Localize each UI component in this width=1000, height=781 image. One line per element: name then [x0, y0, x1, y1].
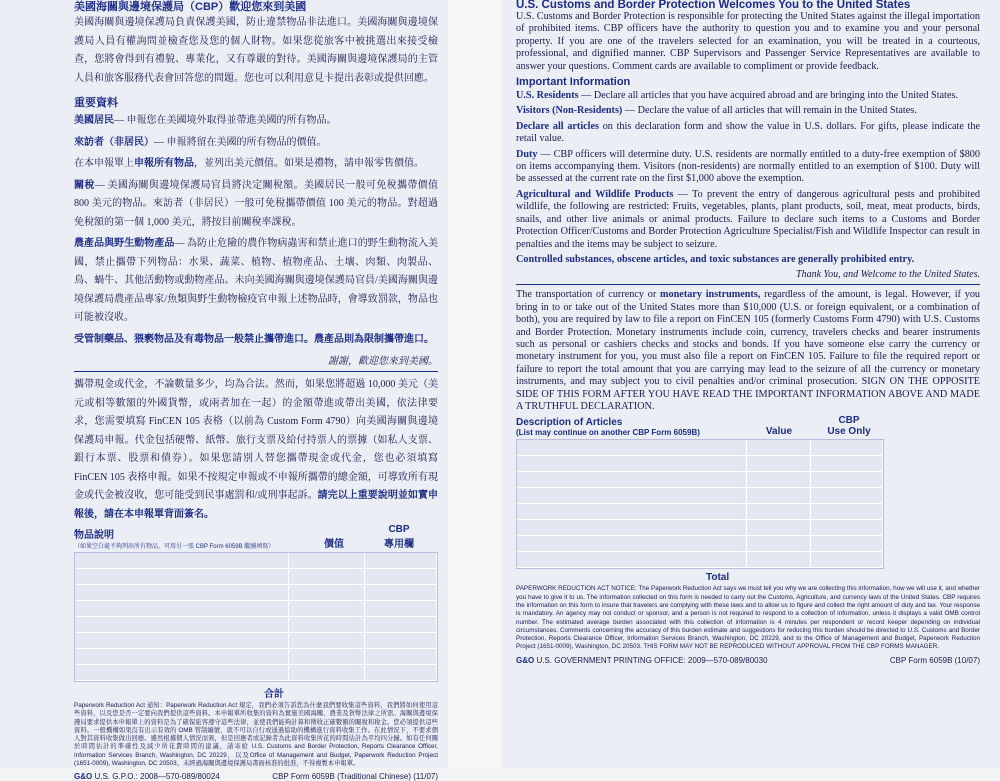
visitors-text: — Declare the value of all articles that will remain in the United States.	[624, 105, 917, 117]
col-cbp-label-1: CBP	[388, 524, 410, 535]
col-value-header: 價值	[324, 539, 344, 550]
section-divider	[74, 371, 438, 372]
col-description-label: Description of Articles	[516, 417, 623, 429]
important-heading: Important Information	[516, 76, 631, 89]
declare-paragraph	[74, 155, 438, 174]
article-cbp-use-cell[interactable]	[811, 472, 883, 488]
article-cbp-use-cell[interactable]	[811, 504, 883, 520]
article-value-cell[interactable]	[289, 553, 365, 569]
col-cbp-label-2: Use Only	[827, 426, 871, 438]
chinese-form-page	[0, 0, 448, 781]
form-number: CBP Form 6059B (10/07)	[889, 655, 980, 665]
controlled-paragraph: 受管制藥品、猥褻物品及有毒物品一般禁止攜帶進口。農產品則為限制攜帶進口。	[74, 333, 434, 345]
page-footer	[74, 772, 438, 781]
articles-table-header	[74, 524, 438, 550]
col-cbp-header	[814, 415, 884, 437]
article-value-cell[interactable]	[289, 585, 365, 601]
article-value-cell[interactable]	[289, 601, 365, 617]
currency-post: regardless of the amount, is legal. However, if you bring in to or take out of the United States more than $10,000 (U.S. or foreign equivalent, or a combination of both), you are required by law to file a report on FinCEN 105 (formerly Customs Form 4790) with U.S. Customs and Border Protection. Monetary instruments include coin, currency, travelers checks and bearer instruments such as personal or cashiers checks and stocks and bonds. If you have someone else carry the currency or monetary instrument for you, you must also file a report on FinCEN 105. Failure to file the required report or failure to report the total amount that you are carrying may lead to the seizure of all the currency or monetary instruments, and may subject you to civil penalties and/or criminal prosecution.	[516, 289, 981, 388]
declare-post: ，並列出美元價值。如果是禮物，請申報零售價值。	[194, 158, 424, 169]
english-form-page	[502, 0, 1000, 768]
agri-paragraph	[74, 235, 438, 328]
articles-table[interactable]	[516, 439, 884, 569]
duty-text: — 美國海關與邊境保護局官員將決定關稅額。美國居民一般可免稅攜帶價值 800 美元的物品。來訪者（非居民）一般可免稅攜帶價值 100 美元的物品。對超過免稅額的第一個 1,000 美元，將按目前關稅率課稅。	[74, 179, 439, 228]
col-description-label: 物品說明	[74, 530, 114, 541]
gpo-text: U.S. G.P.O.: 2008—570-089/80024	[94, 772, 220, 781]
gpo-text: U.S. GOVERNMENT PRINTING OFFICE: 2009—570-089/80030	[536, 655, 768, 665]
article-value-cell[interactable]	[747, 456, 811, 472]
col-description-sub: （如果空白處不夠列出所有物品，可用另一張 CBP Form 6059B 繼續填寫）	[74, 544, 275, 550]
page-title: U.S. Customs and Border Protection Welcomes You to the United States	[516, 0, 911, 11]
declare-text: on this declaration form and show the value in U.S. dollars. For gifts, please indicate the retail value.	[516, 120, 980, 145]
declare-paragraph	[516, 121, 980, 146]
article-description-cell[interactable]	[75, 585, 289, 601]
article-value-cell[interactable]	[747, 504, 811, 520]
currency-paragraph	[74, 376, 438, 524]
visitors-label: Visitors (Non-Residents)	[516, 105, 623, 117]
article-value-cell[interactable]	[747, 488, 811, 504]
duty-label: Duty	[516, 148, 538, 160]
col-cbp-label-2: 專用欄	[384, 539, 414, 550]
intro-paragraph: U.S. Customs and Border Protection is responsible for protecting the United States against the illegal importation of prohibited items. CBP officers have the authority to question you and to examine you and your personal property. If you are one of the travelers selected for an examination, you will be treated in a courteous, professional, and dignified manner. CBP Supervisors and Passenger Service Representatives are available to answer your questions. Comment cards are available to compliment or provide feedback.	[516, 11, 980, 72]
agri-label: 農產品與野生動物產品	[74, 238, 175, 249]
residents-paragraph	[516, 90, 980, 102]
agri-text: — 為防止危險的農作物病蟲害和禁止進口的野生動物流入美國，禁止攜帶下列物品：水果、蔬菜、植物、植物產品、土壤、肉類、肉製品、鳥、蝸牛、其他活動物或動物產品。未向美國海關與邊境保護局官員/美國海關與邊境保護局農產品專家/魚類與野生動物檢疫官申報上述物品時，會導致罰款，物品也可能被沒收。	[74, 238, 439, 323]
declare-label: Declare all articles	[516, 120, 599, 132]
declare-pre: 在本申報單上	[74, 158, 134, 169]
duty-paragraph	[516, 149, 980, 186]
article-value-cell[interactable]	[289, 569, 365, 585]
gpo-footer	[74, 772, 220, 781]
currency-text: 攜帶現金或代金，不論數量多少，均為合法。然而，如果您將超過 10,000 美元（美元或相等數額的外國貨幣，或兩者加在一起）的金額帶進或帶出美國，依法律要求，您需要填寫 FinCEN 105 表格（以前為 Custom Form 4790）向美國海關與邊境保護局申報。代金包括硬幣、紙幣、旅行支票及給付持票人的票據（如私人支票、銀行本票、股票和債券）。如果您請別人替您攜帶現金或代金，您也必須填寫 FinCEN 105 表格申報。如果不按規定申報或不申報所攜帶的總金額，可導致所有現金或代金被沒收，您可能受到民事處罰和/或刑事起訴。	[74, 379, 438, 501]
col-description-sub: (List may continue on another CBP Form 6059B)	[516, 428, 700, 438]
article-cbp-use-cell[interactable]	[365, 617, 437, 633]
duty-label: 關稅	[74, 179, 95, 191]
thanks-line: 謝謝，歡迎您來到美國。	[328, 356, 438, 367]
intro-paragraph: 美國海關與邊境保護局負責保護美國，防止違禁物品非法進口。美國海關與邊境保護局人員有權詢問並檢查您及您的個人財物。如果您從旅客中被挑選出來接受檢查，您將會得到有禮貌、專業化，又有尊嚴的對待。美國海關與邊境保護局的主管人員和旅客服務代表會回答您的問題。您也可以利用意見卡提出表彰或提供回應。	[74, 17, 438, 84]
page-title: 美國海關與邊境保護局（CBP）歡迎您來到美國	[74, 1, 307, 13]
article-description-cell[interactable]	[517, 520, 747, 536]
duty-paragraph	[74, 177, 438, 233]
paperwork-notice: Paperwork Reduction Act 通知：Paperwork Reduction Act 規定，我們必須告訴您為什麼我們要收集這些資料，我們將如何使用這些資料，以及您是否一定要向我們提供這些資料。本申報單所收集的資料為實施美國海關、農業及貨幣法律之所需。海關與邊境保護局要求提供本申報單上的資料是為了確保旅客遵守這些法律，並使我們能夠計算和徵收正確數額的關稅和稅金。您必須提供這些資料。一般機構如果沒有出示有效的 OMB 管制編號，就不可以自行或通過協助的機構進行資料收集工作。在此情況下，不要求個人對其資料收集做出回應。雖然根據個人情況而異，但是回應者或記錄者為此資料收集所花的時間估計為平均四分鐘。如有任何關於時間估計的準確性及減少所花費時間的建議，請寄給 U.S. Customs and Border Protection, Reports Clearance Officer, Information Services Branch, Washington, DC 20229，以及Office of Management and Budget, Paperwork Reduction Project (1651-0009), Washington, DC 20503。未經過海關與邊境保護局書面核准的批准，不得複製本申報單。	[74, 702, 438, 768]
article-value-cell[interactable]	[289, 617, 365, 633]
article-cbp-use-cell[interactable]	[365, 585, 437, 601]
article-description-cell[interactable]	[75, 649, 289, 665]
article-description-cell[interactable]	[75, 665, 289, 681]
currency-pre: The transportation of currency or	[516, 289, 657, 301]
controlled-paragraph: Controlled substances, obscene articles, and toxic substances are generally prohibited entry.	[516, 253, 915, 265]
duty-text: — CBP officers will determine duty. U.S. residents are normally entitled to a duty-free exemption of $800 on items accompanying them. Visitors (non-residents) are normally entitled to an exemption of $100. Duty will be assessed at the current rate on the first $1,000 above the exemption.	[516, 148, 980, 185]
article-description-cell[interactable]	[75, 601, 289, 617]
sign-instruction: SIGN ON THE OPPOSITE SIDE OF THIS FORM AFTER YOU HAVE READ THE IMPORTANT INFORMATION ABOVE AND MADE A TRUTHFUL DECLARATION.	[516, 376, 981, 412]
article-description-cell[interactable]	[75, 633, 289, 649]
article-value-cell[interactable]	[747, 520, 811, 536]
gpo-mark: G&O	[516, 655, 535, 665]
agri-paragraph	[516, 189, 980, 251]
article-description-cell[interactable]	[517, 488, 747, 504]
section-divider	[516, 284, 980, 285]
article-value-cell[interactable]	[289, 665, 365, 681]
currency-paragraph	[516, 289, 980, 413]
article-description-cell[interactable]	[75, 569, 289, 585]
article-cbp-use-cell[interactable]	[365, 569, 437, 585]
article-cbp-use-cell[interactable]	[365, 665, 437, 681]
col-cbp-label-1: CBP	[838, 415, 860, 427]
article-value-cell[interactable]	[747, 440, 811, 456]
currency-bold: 請完以上重要說明並如實申報後，請在本申報單背面簽名。	[74, 490, 438, 520]
gpo-footer	[516, 656, 768, 665]
article-value-cell[interactable]	[747, 472, 811, 488]
visitors-paragraph	[74, 134, 438, 153]
residents-label: U.S. Residents	[516, 90, 579, 102]
article-cbp-use-cell[interactable]	[811, 536, 883, 552]
article-value-cell[interactable]	[289, 649, 365, 665]
article-description-cell[interactable]	[75, 553, 289, 569]
important-heading: 重要資料	[74, 97, 118, 109]
residents-label: 美國居民	[74, 115, 114, 126]
article-description-cell[interactable]	[517, 504, 747, 520]
article-cbp-use-cell[interactable]	[365, 601, 437, 617]
article-description-cell[interactable]	[517, 440, 747, 456]
residents-text: — Declare all articles that you have acquired abroad and are bringing into the United States.	[581, 90, 958, 102]
residents-text: — 申報您在美國境外取得並帶進美國的所有物品。	[114, 115, 337, 126]
article-cbp-use-cell[interactable]	[811, 520, 883, 536]
article-cbp-use-cell[interactable]	[811, 552, 883, 568]
col-description-header	[74, 526, 304, 550]
article-cbp-use-cell[interactable]	[811, 440, 883, 456]
currency-bold: monetary instruments,	[660, 289, 761, 301]
articles-table-header	[516, 415, 980, 437]
article-value-cell[interactable]	[289, 633, 365, 649]
article-cbp-use-cell[interactable]	[365, 553, 437, 569]
col-cbp-header	[364, 524, 434, 550]
article-description-cell[interactable]	[517, 456, 747, 472]
article-value-cell[interactable]	[747, 552, 811, 568]
visitors-paragraph	[516, 105, 980, 117]
declare-label: 申報所有物品	[134, 158, 194, 169]
article-cbp-use-cell[interactable]	[811, 456, 883, 472]
page-gap	[448, 0, 502, 768]
articles-table[interactable]	[74, 552, 438, 682]
total-label: 合計	[264, 689, 284, 700]
visitors-label: 來訪者（非居民）	[74, 136, 154, 148]
gpo-mark: G&O	[74, 772, 93, 781]
article-description-cell[interactable]	[75, 617, 289, 633]
form-number: CBP Form 6059B (Traditional Chinese) (11/07)	[272, 772, 438, 781]
agri-label: Agricultural and Wildlife Products	[516, 188, 674, 200]
agri-text: — To prevent the entry of dangerous agricultural pests and prohibited wildlife, the following are restricted: Fruits, vegetables, plants, plant products, soil, meat, meat products, birds, snails, and other live animals or animal products. Failure to declare such items to a Customs and Border Protection Officer/Customs and Border Protection Agriculture Specialist/Fish and Wildlife Inspector can result in penalties and the items may be subject to seizure.	[516, 188, 980, 250]
col-description-header	[516, 417, 744, 437]
article-cbp-use-cell[interactable]	[365, 649, 437, 665]
article-description-cell[interactable]	[517, 536, 747, 552]
paperwork-notice: PAPERWORK REDUCTION ACT NOTICE: The Paperwork Reduction Act says we must tell you why we are collecting this information, how we will use it, and whether you have to give it to us. The information collected on this form is needed to carry out the Customs, Agriculture, and currency laws of the United States. CBP requires the information on this form to insure that travelers are complying with these laws and to allow us to figure and collect the right amount of duty and tax. Your response is mandatory. An agency may not conduct or sponsor, and a person is not required to respond to a collection of information, unless it displays a valid OMB control number. The estimated average burden associated with this collection of information is 4 minutes per respondent or record keeper depending on individual circumstances. Comments concerning the accuracy of this burden estimate and suggestions for reducing this burden should be directed to U.S. Customs and Border Protection, Reports Clearance Officer, Information Services Branch, Washington, DC 20229, and to the Office of Management and Budget, Paperwork Reduction Project (1651-0009), Washington, DC 20503. THIS FORM MAY NOT BE REPRODUCED WITHOUT APPROVAL FROM THE CBP FORMS MANAGER.	[516, 585, 980, 651]
thanks-line: Thank You, and Welcome to the United States.	[796, 269, 980, 281]
article-value-cell[interactable]	[747, 536, 811, 552]
article-cbp-use-cell[interactable]	[365, 633, 437, 649]
residents-paragraph	[74, 112, 438, 131]
article-description-cell[interactable]	[517, 472, 747, 488]
page-footer	[516, 656, 980, 665]
visitors-text: — 申報將留在美國的所有物品的價值。	[154, 136, 327, 148]
article-description-cell[interactable]	[517, 552, 747, 568]
col-value-header: Value	[765, 426, 793, 438]
total-label: Total	[706, 572, 730, 584]
article-cbp-use-cell[interactable]	[811, 488, 883, 504]
